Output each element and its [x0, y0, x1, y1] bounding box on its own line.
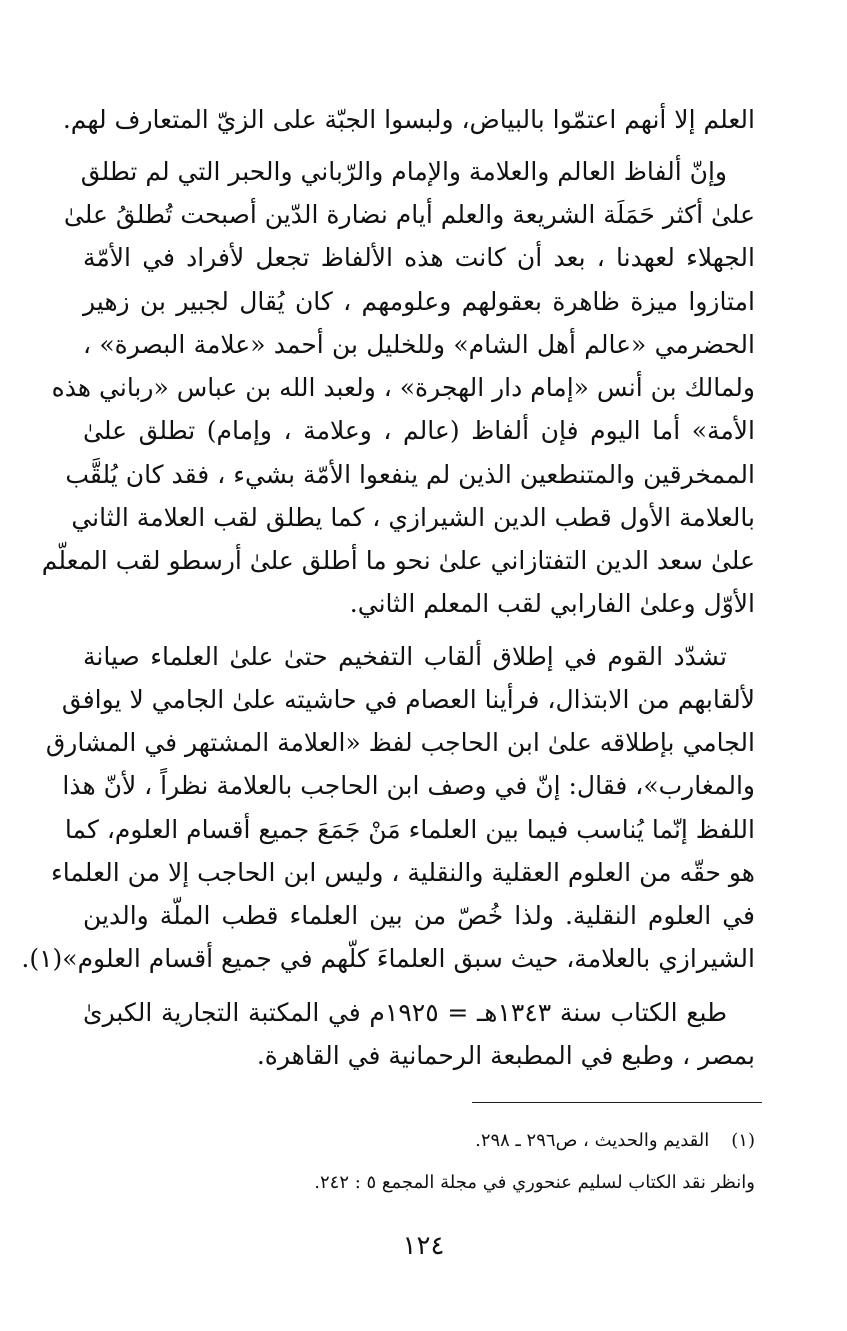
paragraph-line: لألقابهم من الابتذال، فرأينا العصام في حاشيته علىٰ الجامي لا يوافق	[61, 685, 755, 714]
paragraph-line: العلم إلا أنهم اعتمّوا بالبياض، ولبسوا الجبّة على الزيّ المتعارف لهم.	[62, 105, 755, 134]
paragraph-line: الحضرمي «عالم أهل الشام» وللخليل بن أحمد «علامة البصرة» ،	[83, 330, 755, 359]
paragraph-line: الممخرقين والمتنطعين الذين لم ينفعوا الأمّة بشيء ، فقد كان يُلقَّب	[65, 460, 755, 489]
paragraph-line: علىٰ سعد الدين التفتازاني علىٰ نحو ما أطلق علىٰ أرسطو لقب المعلّم	[41, 546, 755, 575]
paragraph-line: الشيرازي بالعلامة، حيث سبق العلماءَ كلّهم في جميع أقسام العلوم»(١).	[21, 944, 755, 973]
paragraph-line: الجهلاء لعهدنا ، بعد أن كانت هذه الألفاظ تجعل لأفراد في الأمّة	[83, 243, 755, 272]
paragraph-line: هو حقّه من العلوم العقلية والنقلية ، وليس ابن الحاجب إلا من العلماء	[50, 858, 755, 887]
paragraph-line: بالعلامة الأول قطب الدين الشيرازي ، كما يطلق لقب العلامة الثاني	[71, 503, 755, 532]
footnote-text: القديم والحديث ، ص٢٩٦ ـ ٢٩٨.	[475, 1130, 710, 1151]
footnote-continuation: وانظر نقد الكتاب لسليم عنحوري في مجلة المجمع ٥ : ٢٤٢.	[314, 1172, 755, 1193]
paragraph-line: علىٰ أكثر حَمَلَة الشريعة والعلم أيام نضارة الدّين أصبحت تُطلقُ علىٰ	[63, 200, 755, 229]
paragraph-line: ولمالك بن أنس «إمام دار الهجرة» ، ولعبد الله بن عباس «رباني هذه	[51, 373, 755, 402]
paragraph-line: وإنّ ألفاظ العالم والعلامة والإمام والرّباني والحبر التي لم تطلق	[80, 157, 727, 186]
paragraph-line: طبع الكتاب سنة ١٣٤٣هـ = ١٩٢٥م في المكتبة التجارية الكبرىٰ	[83, 998, 727, 1027]
paragraph-line: اللفظ إنّما يُناسب فيما بين العلماء مَنْ جَمَعَ جميع أقسام العلوم، كما	[64, 815, 755, 844]
paragraph-line: الأمة» أما اليوم فإن ألفاظ (عالم ، وعلامة ، وإمام) تطلق علىٰ	[83, 416, 755, 445]
footnote-marker: (١)	[731, 1130, 755, 1151]
paragraph-line: بمصر ، وطبع في المطبعة الرحمانية في القاهرة.	[256, 1041, 755, 1070]
footnote-1	[475, 1126, 755, 1156]
paragraph-line: والمغارب»، فقال: إنّ في وصف ابن الحاجب بالعلامة نظراً ، لأنّ هذا	[62, 771, 755, 800]
paragraph-line: الجامي بإطلاقه علىٰ ابن الحاجب لفظ «العلامة المشتهر في المشارق	[45, 728, 755, 757]
paragraph-line: الأوّل وعلىٰ الفارابي لقب المعلم الثاني.	[349, 589, 755, 618]
paragraph-line: في العلوم النقلية. ولذا خُصّ من بين العلماء قطب الملّة والدين	[83, 901, 755, 930]
footnote-separator	[472, 1102, 762, 1103]
page-number: ١٢٤	[402, 1231, 445, 1261]
paragraph-line: تشدّد القوم في إطلاق ألقاب التفخيم حتىٰ علىٰ العلماء صيانة	[83, 642, 727, 671]
paragraph-line: امتازوا ميزة ظاهرة بعقولهم وعلومهم ، كان يُقال لجبير بن زهير	[83, 287, 755, 316]
